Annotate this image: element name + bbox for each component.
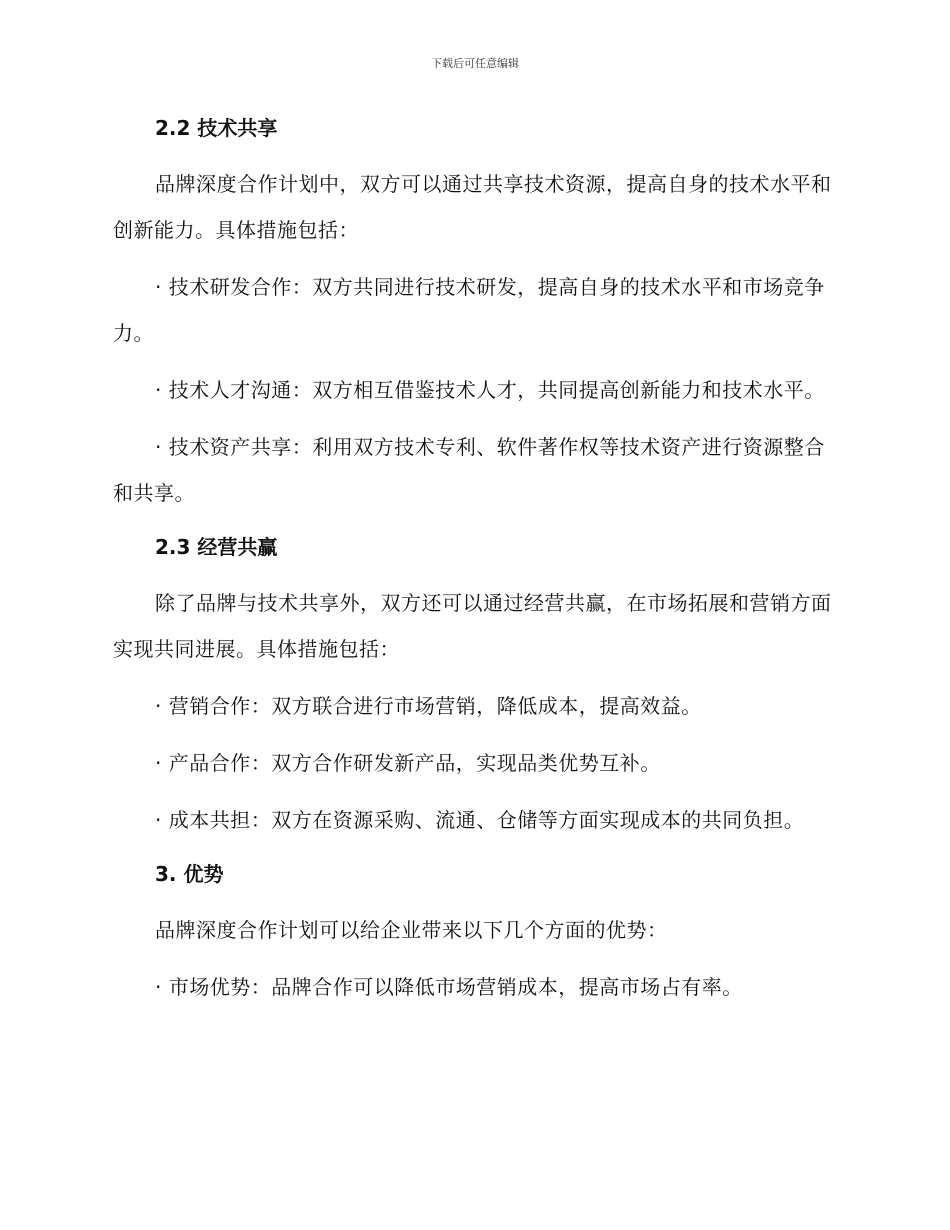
bullet-tech-assets: · 技术资产共享：利用双方技术专利、软件著作权等技术资产进行资源整合和共享。 [113,435,825,505]
bullet-cost-sharing: · 成本共担：双方在资源采购、流通、仓储等方面实现成本的共同负担。 [155,808,805,832]
section-heading-advantages: 3. 优势 [155,862,224,886]
bullet-tech-talent: · 技术人才沟通：双方相互借鉴技术人才，共同提高创新能力和技术水平。 [155,378,825,402]
section-heading-tech-sharing: 2.2 技术共享 [155,116,278,140]
page-header-note: 下载后可任意编辑 [431,57,519,70]
bullet-product: · 产品合作：双方合作研发新产品，实现品类优势互补。 [155,751,661,775]
bullet-marketing: · 营销合作：双方联合进行市场营销，降低成本，提高效益。 [155,694,702,718]
section-intro-advantages: 品牌深度合作计划可以给企业带来以下几个方面的优势： [155,918,668,942]
section-heading-business-win-win: 2.3 经营共赢 [155,535,278,559]
bullet-tech-rd: · 技术研发合作：双方共同进行技术研发，提高自身的技术水平和市场竞争力。 [113,275,825,345]
bullet-market-advantage: · 市场优势：品牌合作可以降低市场营销成本，提高市场占有率。 [155,975,743,999]
document-body [113,108,837,1021]
section-intro-business-win-win: 除了品牌与技术共享外，双方还可以通过经营共赢，在市场拓展和营销方面实现共同进展。具体措施包括： [113,591,832,661]
section-intro-tech-sharing: 品牌深度合作计划中，双方可以通过共享技术资源，提高自身的技术水平和创新能力。具体措施包括： [113,172,832,242]
